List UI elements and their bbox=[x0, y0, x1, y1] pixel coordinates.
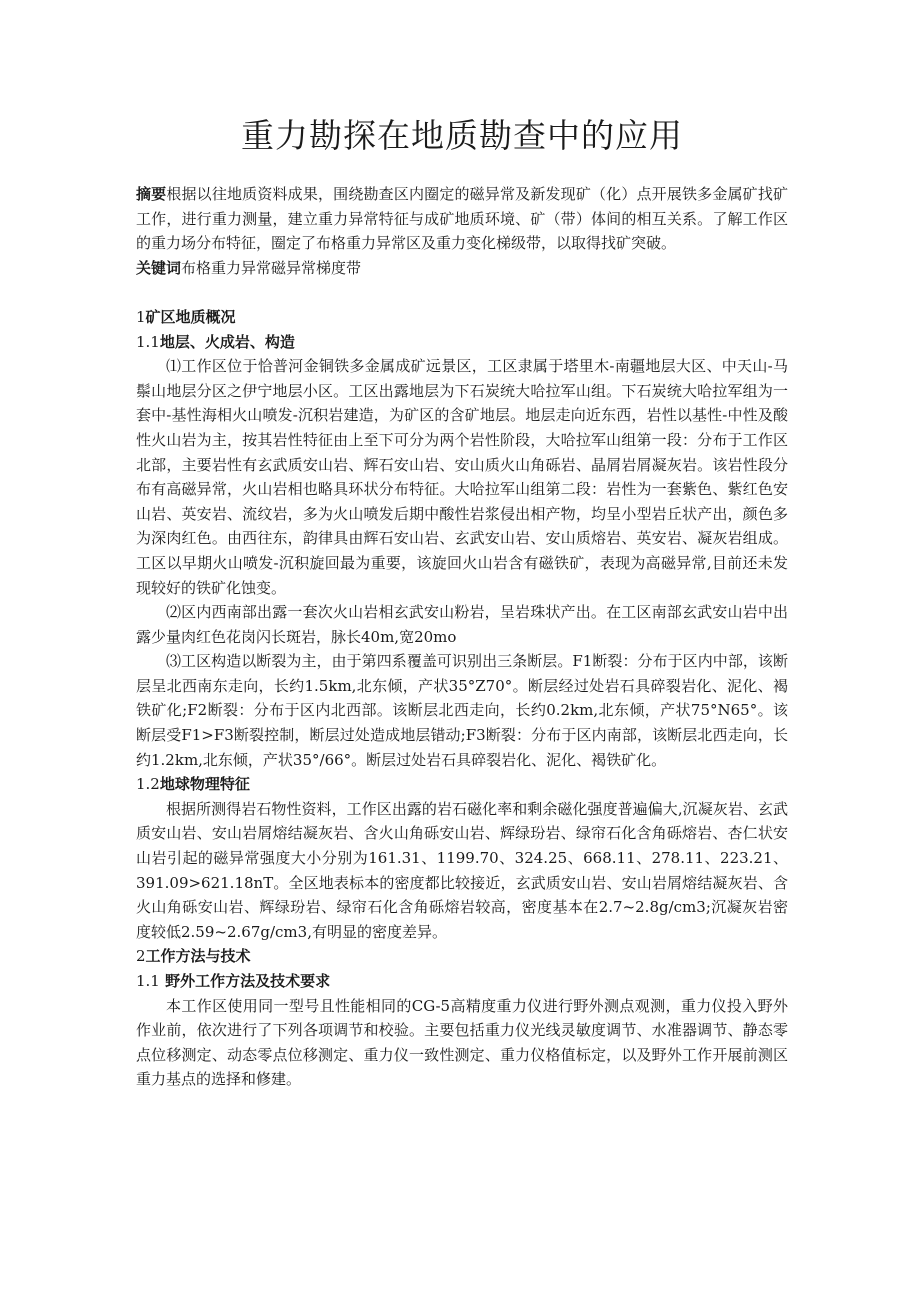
section-title: 矿区地质概况 bbox=[145, 307, 236, 326]
section-number: 1.2 bbox=[136, 775, 160, 794]
section-heading-2-1 bbox=[136, 969, 788, 994]
blank-line bbox=[136, 280, 788, 305]
section-number: 1 bbox=[136, 307, 146, 326]
abstract bbox=[136, 182, 788, 256]
paragraph-structure: ⑶工区构造以断裂为主，由于第四系覆盖可识别出三条断层。F1断裂：分布于区内中部，该断层呈北西南东走向，长约1.5km,北东倾，产状35°Z70°。断层经过处岩石具碎裂岩化、泥化、褐铁矿化;F2断裂：分布于区内北西部。该断层北西走向，长约0.2km,北东倾，产状75°N65°。该断层受F1>F3断裂控制，断层过处造成地层错动;F3断裂：分布于区内南部，该断层北西走向，长约1.2km,北东倾，产状35°/66°。断层过处岩石具碎裂岩化、泥化、褐铁矿化。 bbox=[136, 652, 788, 769]
section-title: 地球物理特征 bbox=[159, 775, 250, 794]
paragraph-strata: ⑴工作区位于恰普河金铜铁多金属成矿远景区，工区隶属于塔里木-南疆地层大区、中天山-马鬃山地层分区之伊宁地层小区。工区出露地层为下石炭统大哈拉军山组。下石炭统大哈拉军组为一套中-基性海相火山喷发-沉积岩建造，为矿区的含矿地层。地层走向近东西，岩性以基性-中性及酸性火山岩为主，按其岩性特征由上至下可分为两个岩性阶段，大哈拉军山组第一段：分布于工作区北部，主要岩性有玄武质安山岩、辉石安山岩、安山质火山角砾岩、晶屑岩屑凝灰岩。该岩性段分布有高磁异常，火山岩相也略具环状分布特征。大哈拉军山组第二段：岩性为一套紫色、紫红色安山岩、英安岩、流纹岩，多为火山喷发后期中酸性岩浆侵出相产物，均呈小型岩丘状产出，颜色多为深肉红色。由西往东，韵律具由辉石安山岩、玄武安山岩、安山质熔岩、英安岩、凝灰岩组成。工区以早期火山喷发-沉积旋回最为重要，该旋回火山岩含有磁铁矿，表现为高磁异常,目前还未发现较好的铁矿化蚀变。 bbox=[136, 357, 788, 597]
section-heading-2 bbox=[136, 944, 788, 969]
section-heading-1-2 bbox=[136, 772, 788, 797]
section-number: 2 bbox=[136, 947, 146, 966]
document-body bbox=[136, 182, 788, 1092]
section-title: 工作方法与技术 bbox=[145, 947, 251, 966]
keywords bbox=[136, 256, 788, 281]
paragraph-field-methods: 本工作区使用同一型号且性能相同的CG-5高精度重力仪进行野外测点观测，重力仪投入野外作业前，依次进行了下列各项调节和校验。主要包括重力仪光线灵敏度调节、水准器调节、静态零点位移测定、动态零点位移测定、重力仪一致性测定、重力仪格值标定，以及野外工作开展前测区重力基点的选择和修建。 bbox=[136, 996, 788, 1089]
section-heading-1 bbox=[136, 305, 788, 330]
section-title: 野外工作方法及技术要求 bbox=[165, 972, 331, 990]
abstract-text: 根据以往地质资料成果，围绕勘查区内圈定的磁异常及新发现矿（化）点开展铁多金属矿找矿工作，进行重力测量，建立重力异常特征与成矿地质环境、矿（带）体间的相互关系。了解工作区的重力场分布特征，圈定了布格重力异常区及重力变化梯级带，以取得找矿突破。 bbox=[136, 185, 788, 253]
paragraph-subvolcanic: ⑵区内西南部出露一套次火山岩相玄武安山粉岩，呈岩珠状产出。在工区南部玄武安山岩中出露少量肉红色花岗闪长斑岩，脉长40m,宽20mo bbox=[136, 603, 788, 646]
keywords-text: 布格重力异常磁异常梯度带 bbox=[181, 258, 362, 277]
section-number: 1.1 bbox=[136, 972, 160, 990]
section-title: 地层、火成岩、构造 bbox=[159, 332, 295, 351]
paragraph-geophysics: 根据所测得岩石物性资料，工作区出露的岩石磁化率和剩余磁化强度普遍偏大,沉凝灰岩、玄武质安山岩、安山岩屑熔结凝灰岩、含火山角砾安山岩、辉绿玢岩、绿帘石化含角砾熔岩、杏仁状安山岩引起的磁异常强度大小分别为161.31、1199.70、324.25、668.11、278.11、223.21、391.09>621.18nT。全区地表标本的密度都比较接近，玄武质安山岩、安山岩屑熔结凝灰岩、含火山角砾安山岩、辉绿玢岩、绿帘石化含角砾熔岩较高，密度基本在2.7~2.8g/cm3;沉凝灰岩密度较低2.59~2.67g/cm3,有明显的密度差异。 bbox=[136, 799, 788, 941]
keywords-label: 关键词 bbox=[136, 258, 182, 277]
abstract-label: 摘要 bbox=[136, 185, 167, 203]
section-number: 1.1 bbox=[136, 332, 160, 351]
document-title: 重力勘探在地质勘查中的应用 bbox=[241, 116, 683, 155]
section-heading-1-1 bbox=[136, 330, 788, 355]
